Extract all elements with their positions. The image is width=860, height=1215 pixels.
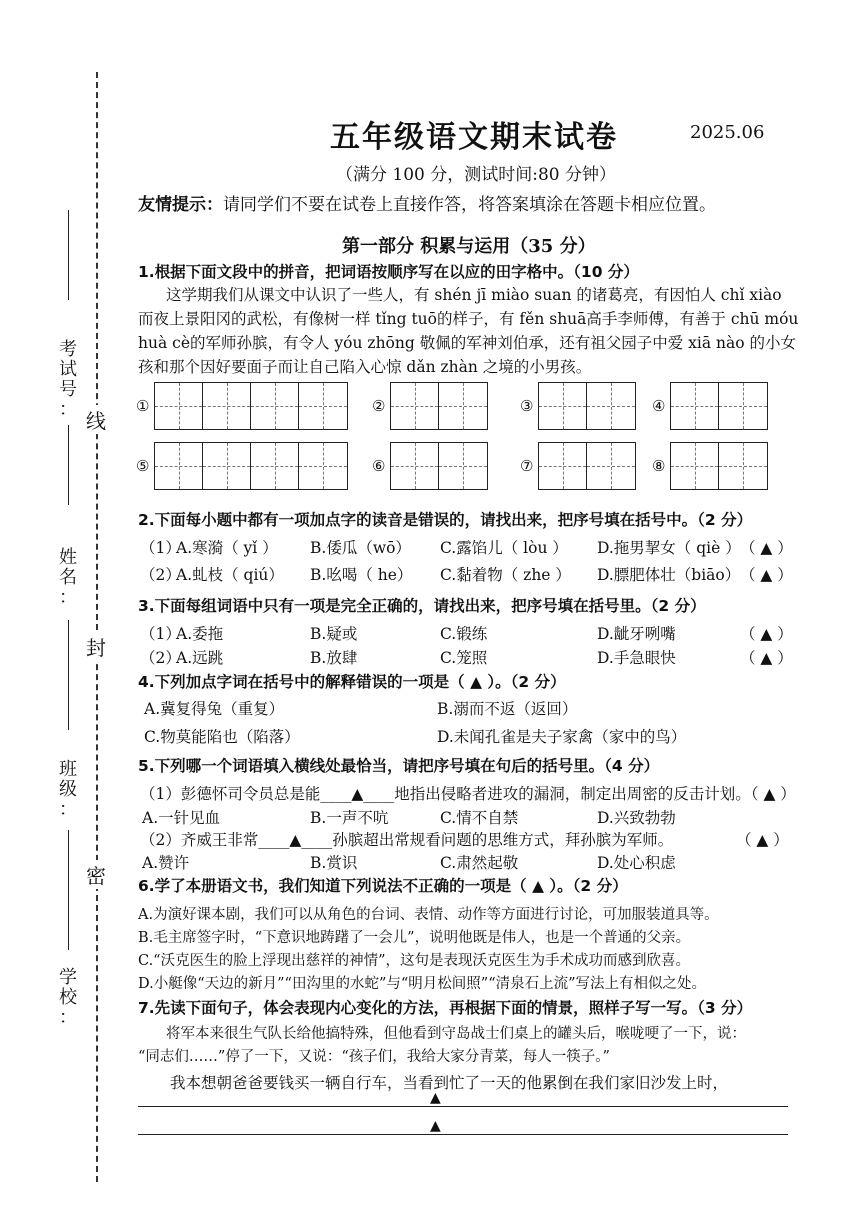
q2-row1-option-d: D.拖男挈女（ qiè ） <box>597 539 741 557</box>
q6-option-c: C.“沃克医生的脸上浮现出慈祥的神情”，这句是表现沃克医生为手术成功而感到欣喜。 <box>138 953 691 969</box>
q2-row2-answer[interactable]: （ ▲ ） <box>740 566 793 584</box>
q2-row2-option-b: B.吆喝（ he） <box>310 566 413 584</box>
pinyin-grid-5[interactable] <box>136 442 348 490</box>
class-label: 班 级 ： <box>59 759 77 820</box>
tianzige-box[interactable] <box>670 442 768 490</box>
q5-s1-option-b: B.一声不吭 <box>310 809 389 827</box>
grid-number: ⑧ <box>652 457 666 475</box>
q6-option-a: A.为演好课本剧，我们可以从角色的台词、表情、动作等方面进行讨论，可加服装道具等。 <box>138 907 719 923</box>
tianzige-box[interactable] <box>154 442 348 490</box>
q2-row1-option-b: B.倭瓜（wō） <box>310 539 411 557</box>
q1-line-3: huà cè的军师孙膑，有令人 yóu zhōng 敬佩的军神刘伯承，还有祖父园子中爱 xiā nào 的小女 <box>138 334 797 352</box>
grid-number: ④ <box>652 397 666 415</box>
q5-s2-answer[interactable]: （ ▲ ） <box>736 831 789 849</box>
answer-marker-2: ▲ <box>430 1118 441 1134</box>
q6-option-b: B.毛主席签字时，“下意识地踌躇了一会儿”，说明他既是伟人，也是一个普通的父亲。 <box>138 930 691 946</box>
pinyin-grid-7[interactable] <box>520 442 636 490</box>
q7-prompt: 我本想朝爸爸要钱买一辆自行车，当看到忙了一天的他累倒在我们家旧沙发上时， <box>170 1074 729 1092</box>
page-title: 五年级语文期末试卷 <box>330 120 618 155</box>
q3-row2-answer[interactable]: （ ▲ ） <box>740 649 793 667</box>
tip-label: 友情提示： <box>138 195 223 215</box>
school-line <box>68 830 69 950</box>
q3-row1-option-b: B.疑或 <box>310 625 358 643</box>
q3-row2-option-a: A.远跳 <box>176 649 224 667</box>
q2-row2-option-a: A.虬枝（ qiú） <box>176 566 284 584</box>
q1-title: 1.根据下面文段中的拼音，把词语按顺序写在以应的田字格中。（10 分） <box>138 263 639 281</box>
q2-title: 2.下面每小题中都有一项加点字的读音是错误的，请找出来，把序号填在括号中。（2 分） <box>138 511 753 529</box>
name-label: 姓 名 ： <box>59 547 77 608</box>
q5-s1-option-c: C.情不自禁 <box>440 809 519 827</box>
grid-number: ⑤ <box>136 457 150 475</box>
q4-option-a: A.冀复得兔（重复） <box>144 700 285 718</box>
q2-row2-option-c: C.黏着物（ zhe ） <box>440 566 571 584</box>
answer-line-2[interactable] <box>138 1134 788 1135</box>
q3-row1-option-c: C.锻练 <box>440 625 488 643</box>
grid-number: ③ <box>520 397 534 415</box>
q1-line-4: 孩和那个因好要面子而让自己陷入心惊 dǎn zhàn 之境的小男孩。 <box>138 358 592 376</box>
q4-option-d: D.未闻孔雀是夫子家禽（家中的鸟） <box>437 728 687 746</box>
tianzige-box[interactable] <box>538 382 636 430</box>
exam-no-line <box>68 210 69 300</box>
tianzige-box[interactable] <box>390 382 488 430</box>
tianzige-box[interactable] <box>154 382 348 430</box>
pinyin-grid-3[interactable] <box>520 382 636 430</box>
q5-title: 5.下列哪一个词语填入横线处最恰当，请把序号填在句后的括号里。（4 分） <box>138 757 660 775</box>
q3-row1-num: （1） <box>140 625 181 643</box>
q3-row1-option-a: A.委拖 <box>176 625 224 643</box>
q7-title: 7.先读下面句子，体会表现内心变化的方法，再根据下面的情景，照样子写一写。（3 分） <box>138 999 753 1017</box>
q2-row1-option-c: C.露馅儿（ lòu ） <box>440 539 568 557</box>
grid-number: ⑥ <box>372 457 386 475</box>
school-label: 学 校 ： <box>59 967 77 1028</box>
q1-line-1: 这学期我们从课文中认识了一些人，有 shén jī miào suan 的诸葛亮，有因怕人 chǐ xiào <box>166 286 782 304</box>
q2-row1-num: （1） <box>140 539 181 557</box>
exam-date: 2025.06 <box>690 122 765 143</box>
q5-s2-option-c: C.肃然起敬 <box>440 854 519 872</box>
q5-sentence-2: （2）齐威王非常____▲____孙膑超出常规看问题的思维方式，拜孙膑为军师。 <box>140 831 674 849</box>
q5-s1-option-a: A.一针见血 <box>142 809 221 827</box>
q3-row1-option-d: D.龇牙咧嘴 <box>597 625 676 643</box>
seal-char-close: 密 <box>84 860 108 889</box>
pinyin-grid-6[interactable] <box>372 442 488 490</box>
q5-s2-option-d: D.处心积虑 <box>597 854 676 872</box>
pinyin-grid-4[interactable] <box>652 382 768 430</box>
q7-example-line-1: 将军本来很生气队长给他搞特殊，但他看到守岛战士们桌上的罐头后，喉咙哽了一下，说： <box>166 1026 746 1042</box>
q7-example-line-2: “同志们……”停了一下，又说：“孩子们，我给大家分青菜，每人一筷子。” <box>138 1049 610 1065</box>
tianzige-box[interactable] <box>670 382 768 430</box>
part-one-title: 第一部分 积累与运用（35 分） <box>342 236 596 257</box>
q3-row2-option-b: B.放肆 <box>310 649 358 667</box>
answer-marker-1: ▲ <box>430 1090 441 1106</box>
q5-s1-option-d: D.兴致勃勃 <box>597 809 676 827</box>
pinyin-grid-8[interactable] <box>652 442 768 490</box>
tianzige-box[interactable] <box>390 442 488 490</box>
seal-char-line: 线 <box>84 405 108 434</box>
friendly-tip <box>138 190 716 215</box>
grid-number: ① <box>136 397 150 415</box>
seal-char-seal: 封 <box>84 632 108 661</box>
pinyin-grid-1[interactable] <box>136 382 348 430</box>
q2-row2-option-d: D.膘肥体壮（biāo） <box>597 566 741 584</box>
q5-s2-option-b: B.赏识 <box>310 854 358 872</box>
q2-row2-num: （2） <box>140 566 181 584</box>
tianzige-box[interactable] <box>538 442 636 490</box>
class-line <box>68 620 69 730</box>
q3-row2-option-d: D.手急眼快 <box>597 649 676 667</box>
q4-option-c: C.物莫能陷也（陷落） <box>144 728 300 746</box>
q4-title: 4.下列加点字词在括号中的解释错误的一项是（ ▲ ）。（2 分） <box>138 673 566 691</box>
q5-s2-option-a: A.赞许 <box>142 854 190 872</box>
exam-no-label: 考 试 号 ： <box>59 339 77 420</box>
q5-sentence-1: （1）彭德怀司令员总是能____▲____地指出侵略者进攻的漏洞，制定出周密的反击计划。（ ▲ ） <box>140 785 796 803</box>
tip-text: 请同学们不要在试卷上直接作答，将答案填涂在答题卡相应位置。 <box>223 195 716 215</box>
q2-row1-answer[interactable]: （ ▲ ） <box>740 539 793 557</box>
q1-line-2: 而夜上景阳冈的武松，有像树一样 tǐng tuō的样子，有 fěn shuā高手李师傅，有善于 chū móu <box>138 310 799 328</box>
pinyin-grid-2[interactable] <box>372 382 488 430</box>
q3-title: 3.下面每组词语中只有一项是完全正确的，请找出来，把序号填在括号里。（2 分） <box>138 597 706 615</box>
binding-dashed-line <box>96 72 98 1182</box>
q6-option-d: D.小艇像“天边的新月”“田沟里的水蛇”与“明月松间照”“清泉石上流”写法上有相似之处。 <box>138 976 707 992</box>
q2-row1-option-a: A.寒漪（ yǐ ） <box>176 539 278 557</box>
grid-number: ② <box>372 397 386 415</box>
exam-subtitle: （满分 100 分，测试时间:80 分钟） <box>336 165 617 185</box>
answer-line-1[interactable] <box>138 1106 788 1107</box>
q3-row2-num: （2） <box>140 649 181 667</box>
q3-row1-answer[interactable]: （ ▲ ） <box>740 625 793 643</box>
grid-number: ⑦ <box>520 457 534 475</box>
q6-title: 6.学了本册语文书，我们知道下列说法不正确的一项是（ ▲ ）。（2 分） <box>138 877 628 895</box>
name-line <box>68 425 69 505</box>
q3-row2-option-c: C.笼照 <box>440 649 488 667</box>
q4-option-b: B.溺而不返（返回） <box>437 700 578 718</box>
